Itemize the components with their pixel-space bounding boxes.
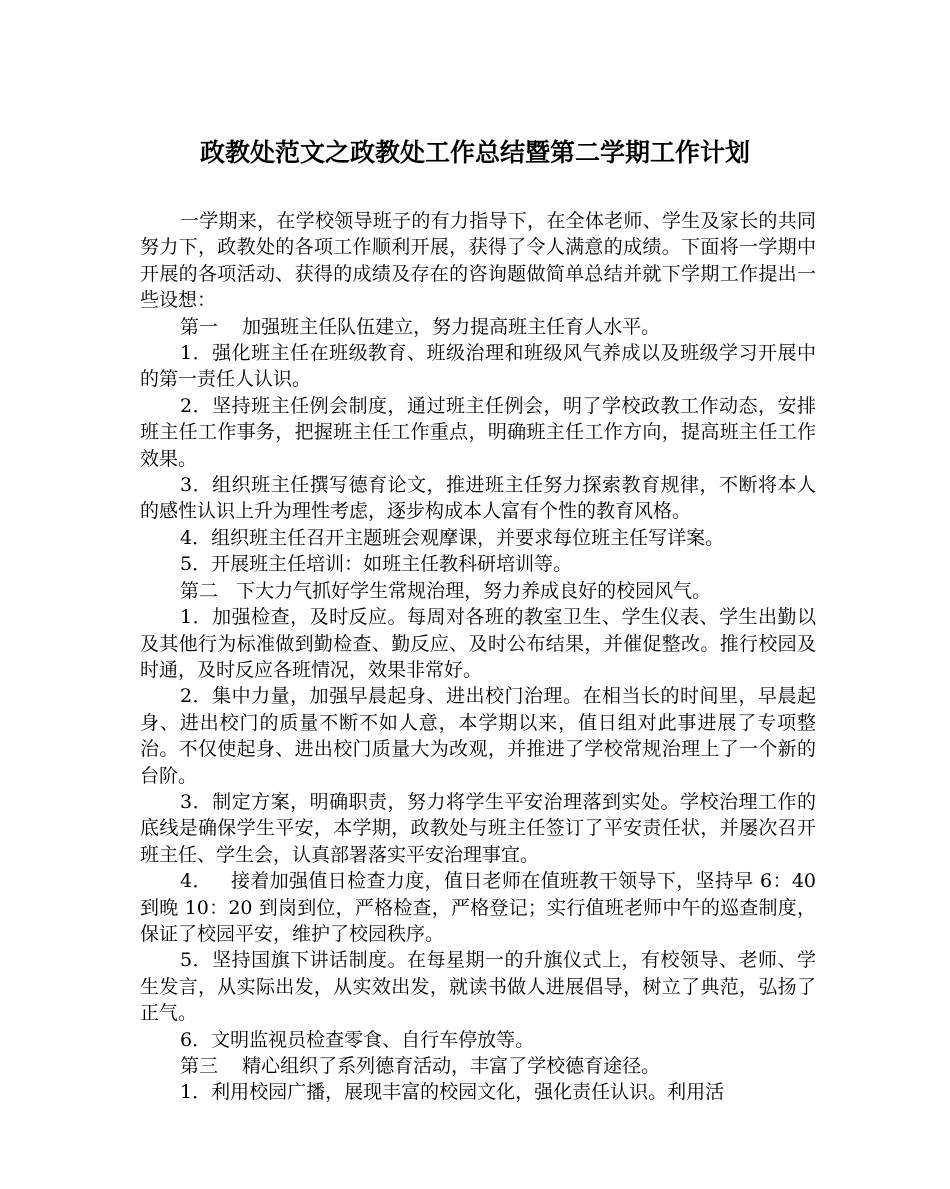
list-item: 4．组织班主任召开主题班会观摩课，并要求每位班主任写详案。 (180, 526, 725, 549)
list-item: 6．文明监视员检查零食、自行车停放等。 (180, 1028, 535, 1051)
list-item: 5．坚持国旗下讲话制度。在每星期一的升旗仪式上，有校领导、老师、学生发言，从实际出发，从实效出发，就读书做人进展倡导，树立了典范，弘扬了正气。 (140, 949, 816, 1025)
list-item: 5．开展班主任培训：如班主任教科研培训等。 (180, 553, 573, 576)
list-item: 1．强化班主任在班级教育、班级治理和班级风气养成以及班级学习开展中的第一责任人认识。 (140, 342, 816, 391)
list-item: 3．制定方案，明确职责，努力将学生平安治理落到实处。学校治理工作的底线是确保学生平安，本学期，政教处与班主任签订了平安责任状，并屡次召开班主任、学生会，认真部署落实平安治理事宜。 (140, 790, 816, 866)
list-item: 1．加强检查，及时反应。每周对各班的教室卫生、学生仪表、学生出勤以及其他行为标准做到勤检查、勤反应、及时公布结果，并催促整改。推行校园及时通，及时反应各班情况，效果非常好。 (140, 606, 816, 681)
document-title: 政教处范文之政教处工作总结暨第二学期工作计划 (199, 138, 750, 167)
list-item: 3．组织班主任撰写德育论文，推进班主任努力探索教育规律，不断将本人的感性认识上升为理性考虑，逐步构成本人富有个性的教育风格。 (140, 474, 816, 523)
list-item: 2．集中力量，加强早晨起身、进出校门治理。在相当长的时间里，早晨起身、进出校门的质量不断不如人意，本学期以来，值日组对此事进展了专项整治。不仅使起身、进出校门质量大为改观，并推进了学校常规治理上了一个新的台阶。 (140, 685, 816, 787)
paragraph-intro: 一学期来，在学校领导班子的有力指导下，在全体老师、学生及家长的共同努力下，政教处的各项工作顺利开展，获得了令人满意的成绩。下面将一学期中开展的各项活动、获得的成绩及存在的咨询题做简单总结并就下学期工作提出一些设想： (140, 210, 816, 312)
section-heading-3: 第三 精心组织了系列德育活动，丰富了学校德育途径。 (180, 1055, 661, 1077)
list-item: 4． 接着加强值日检查力度，值日老师在值班教干领导下，坚持早 6：40 到晚 10：20 到岗到位，严格检查，严格登记；实行值班老师中午的巡查制度，保证了校园平安，维护了校园秩序。 (140, 870, 823, 945)
list-item: 1．利用校园广播，展现丰富的校园文化，强化责任认识。利用活 (180, 1081, 725, 1104)
list-item: 2．坚持班主任例会制度，通过班主任例会，明了学校政教工作动态，安排班主任工作事务，把握班主任工作重点，明确班主任工作方向，提高班主任工作效果。 (140, 394, 816, 470)
section-heading-1: 第一 加强班主任队伍建立，努力提高班主任育人水平。 (180, 315, 661, 338)
document-body (140, 208, 823, 1106)
section-heading-2: 第二 下大力气抓好学生常规治理，努力养成良好的校园风气。 (180, 579, 712, 602)
